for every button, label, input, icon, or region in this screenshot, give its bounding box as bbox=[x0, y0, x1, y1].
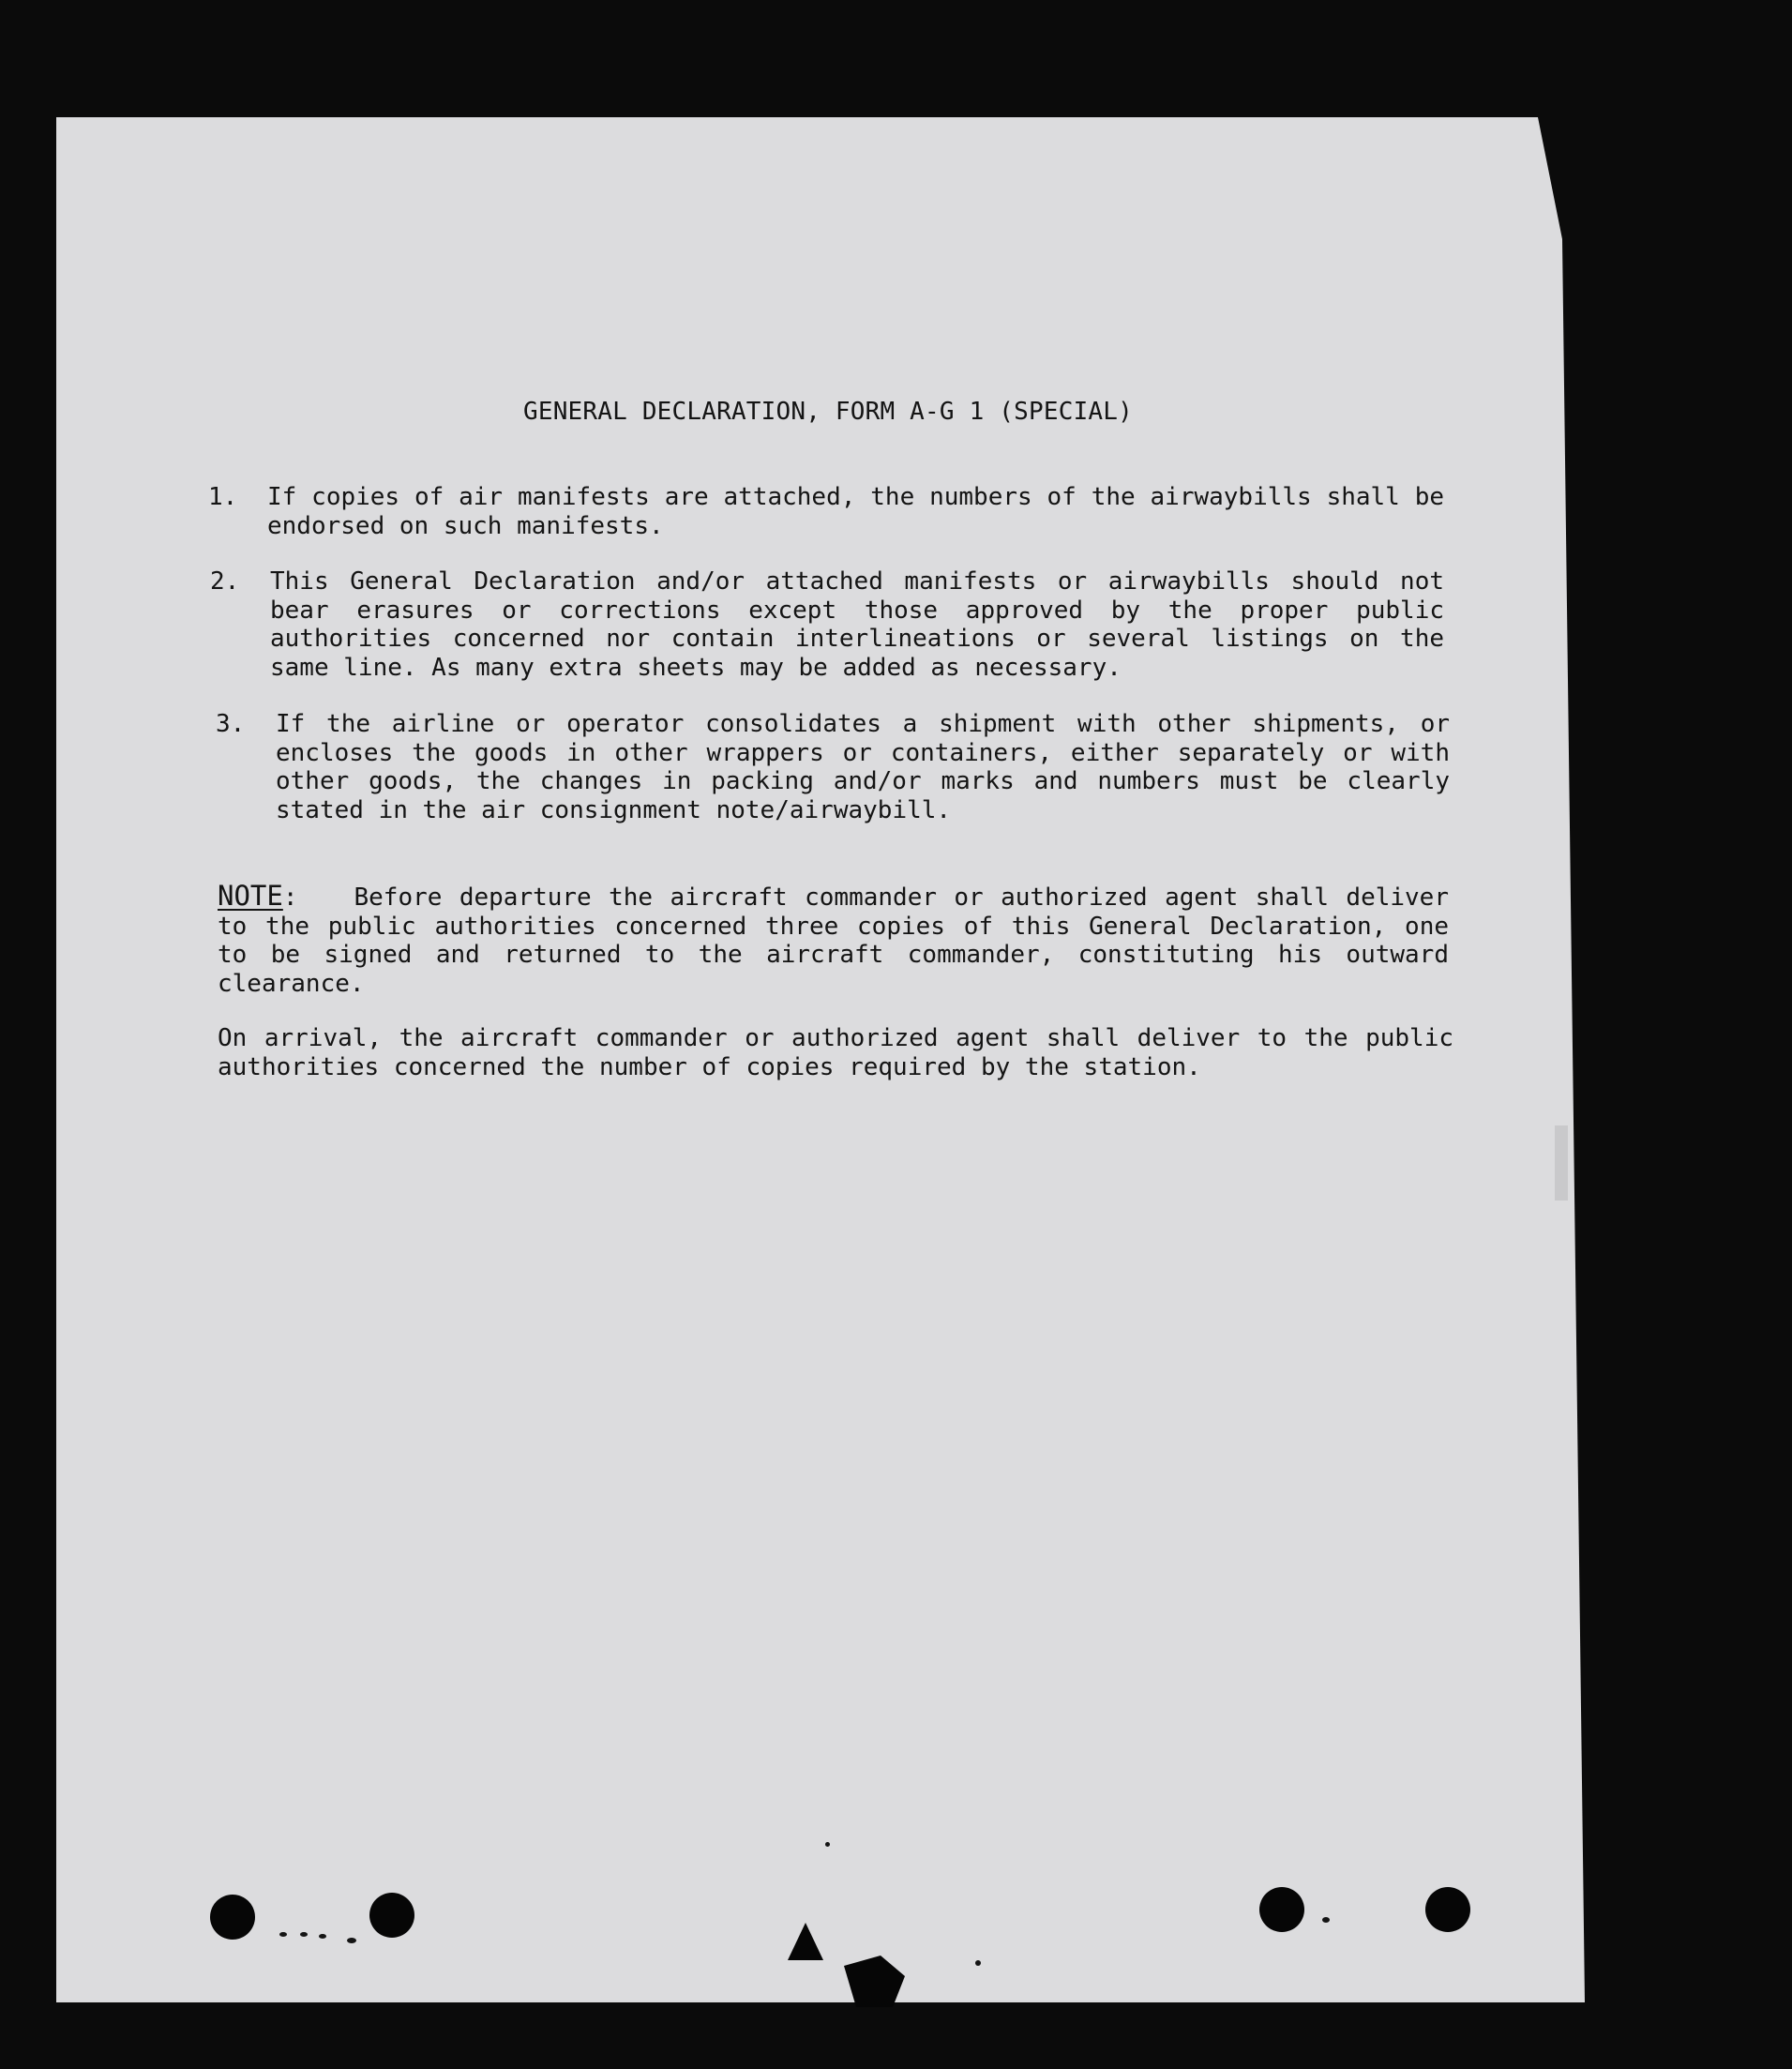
item-3-text: If the airline or operator consolidates a shipment with other shipments, or encloses the goods in other wrappers or containers, either separately or with other goods, the changes in packing and/or marks and numbers must be clearly stated in the air consignment note/airwaybill. bbox=[276, 710, 1450, 824]
speck bbox=[825, 1842, 830, 1847]
punch-hole-4 bbox=[1425, 1887, 1470, 1932]
item-3-number: 3. bbox=[216, 710, 246, 738]
note-paragraph bbox=[218, 882, 1449, 998]
arrival-paragraph: On arrival, the aircraft commander or authorized agent shall deliver to the public authorities concerned the number of copies required by the station. bbox=[218, 1024, 1453, 1081]
note-text: Before departure the aircraft commander or authorized agent shall deliver to the public authorities concerned three copies of this General Declaration, one to be signed and returned to the aircraft commander, constituting his outward clearance. bbox=[218, 883, 1449, 998]
speck bbox=[975, 1960, 981, 1966]
item-2-text: This General Declaration and/or attached manifests or airwaybills should not bear erasures or corrections except those approved by the proper public authorities concerned nor contain interlineations or several listings on the same line. As many extra sheets may be added as necessary. bbox=[270, 567, 1444, 682]
item-2-number: 2. bbox=[210, 567, 240, 596]
punch-hole-1 bbox=[210, 1895, 255, 1940]
item-1-text: If copies of air manifests are attached, the numbers of the airwaybills shall be endorsed on such manifests. bbox=[267, 483, 1444, 540]
item-1-number: 1. bbox=[208, 483, 238, 511]
speck bbox=[319, 1934, 326, 1939]
paper-fold bbox=[1555, 1125, 1568, 1201]
note-label: NOTE bbox=[218, 880, 283, 912]
punch-hole-2 bbox=[369, 1893, 414, 1938]
speck bbox=[347, 1938, 356, 1943]
note-colon: : bbox=[282, 883, 298, 912]
document-title: GENERAL DECLARATION, FORM A-G 1 (SPECIAL) bbox=[523, 398, 1133, 426]
punch-hole-3 bbox=[1259, 1887, 1304, 1932]
speck bbox=[300, 1932, 308, 1937]
speck bbox=[279, 1932, 287, 1937]
speck bbox=[1322, 1917, 1330, 1923]
